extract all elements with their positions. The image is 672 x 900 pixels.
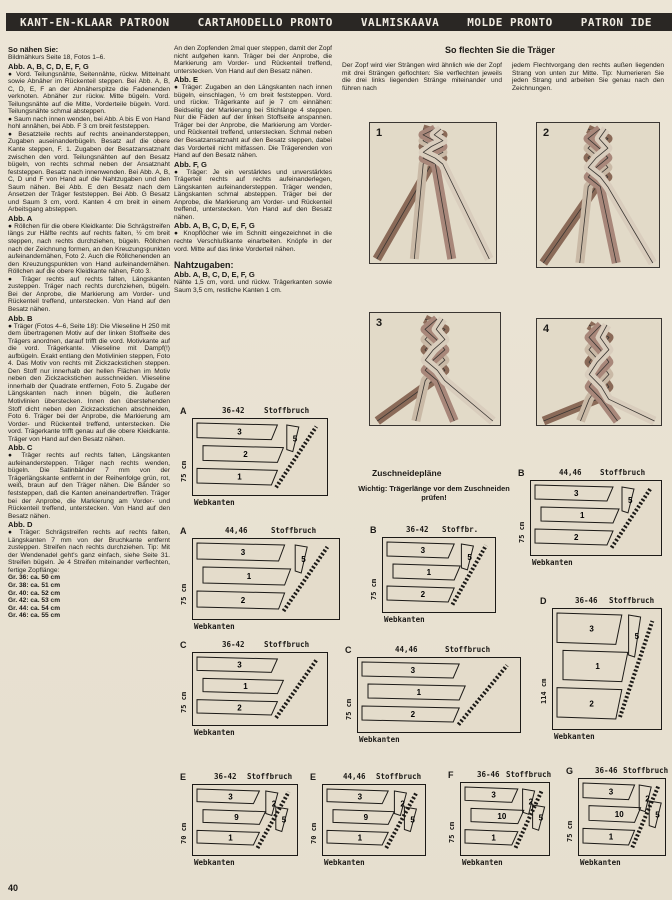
cutting-diagram-a-36-42 [180, 406, 330, 512]
piece-number: 5 [467, 552, 472, 562]
fabric-height-label: 75 cm [448, 821, 456, 843]
pattern-piece [461, 544, 473, 570]
pattern-piece [197, 789, 259, 804]
braid-illustration [537, 319, 661, 425]
step-number: 3 [376, 317, 383, 329]
diagram-letter: B [370, 525, 377, 535]
pattern-piece [404, 807, 416, 832]
pattern-pieces [193, 653, 327, 725]
pattern-piece [557, 688, 622, 719]
bias-strip [276, 660, 316, 718]
selvage-label: Webkanten [194, 728, 235, 737]
pattern-piece [387, 586, 454, 602]
piece-number: 3 [240, 548, 246, 557]
step-text: An den Zopfenden 2mal quer steppen, damit der Zopf nicht aufgehen kann. Träger bei der Anprobe, die Markierung am Vorder- und Rückenteil treffend, unterstecken. Von Hand auf den Besatz nähen. [174, 45, 332, 75]
pattern-piece [295, 545, 307, 573]
diagram-size: 44,46 [225, 526, 248, 535]
diagram-letter: C [180, 640, 187, 650]
pattern-piece [471, 808, 524, 823]
pattern-piece [203, 567, 291, 585]
pattern-piece [393, 564, 460, 580]
abb-heading: Abb. A [8, 213, 33, 223]
diagram-letter: A [180, 526, 187, 536]
piece-number: 1 [416, 688, 422, 697]
fold-label: Stoffbruch [271, 526, 317, 535]
pattern-piece [535, 485, 613, 501]
pattern-piece [362, 706, 459, 722]
pattern-piece [533, 805, 545, 830]
piece-number: 1 [608, 832, 614, 842]
instructions-column-1 [8, 45, 170, 865]
step-text: ● Knopflöcher wie im Schnitt eingezeichnet in die rechte Verschlußkante einarbeiten. Knöpfe in der vord. Mitte auf das linke Vorderteil nähen. [174, 230, 332, 253]
size-item: Gr. 36: ca. 50 cm [8, 574, 61, 582]
cutting-diagram-g-36-46 [566, 766, 668, 872]
step-text: ● Besatzteile rechts auf rechts aneinandersteppen, Zugaben auseinanderbügeln. Besatz auf die obere Kante steppen, F. 1. Zugaben der Besatzansatznaht zwischen den vord. Teilungsnähten auf den Besatz bügeln, von rechts schmal neben der Ansatznaht feststeppen. Besatz nach innenwenden. Bei Abb. A, B, C, D und F von Hand auf die Nahtzugaben und den Saum nähen. Bei Abb. E den Besatz nach dem Ansetzen der Träger feststeppen. Bei Abb. G Besatz und Saum 3 cm, vord. Kanten 4 cm breit in einem Arbeitsgang absteppen. [8, 130, 170, 214]
selvage-label: Webkanten [554, 732, 595, 741]
size-item: Gr. 44: ca. 54 cm [8, 604, 61, 612]
pattern-pieces [323, 785, 425, 855]
pattern-piece [327, 789, 388, 804]
pattern-piece [333, 810, 394, 825]
step-text: ● Träger: Zugaben an den Längskanten nach innen bügeln, einschlagen, ½ cm breit feststeppen. Vord. und rückw. Trägerkante auf je 7 cm einnähen: Beidseitig der Markierung bei Stichlänge 4 steppen. Nur die Fäden auf der linken Stoffseite anspannen. Träger bei der Anprobe, die Markierung am Vorder- und Rückenteil treffend, unterstecken. Schmal neben der Besatzansatznaht auf den Besatz steppen, dabei das Vorderteil nicht mitfassen. Die Trägerenden von Hand auf den Besatz nähen. [174, 84, 332, 160]
piece-number: 1 [595, 662, 600, 671]
piece-number: 2 [237, 703, 242, 713]
piece-number: 2 [243, 450, 248, 459]
step-text: ● Träger: Schrägstreifen rechts auf rechts falten, Längskanten 7 mm von der Bruchkante entfernt zusteppen. Streifen nach rechts durchziehen. Tip: Mit der Wendenadel geht's ganz einfach, siehe Seite 31. Streifen bügeln. Je 4 Streifen miteinander verflechten, fertige Zopflänge: [8, 529, 170, 574]
pattern-piece [629, 615, 641, 657]
piece-number: 5 [410, 815, 415, 825]
piece-number: 5 [292, 434, 298, 444]
cutting-diagram-c-36-42 [180, 640, 330, 742]
braid-illustration [370, 123, 496, 263]
braid-step-3 [369, 312, 501, 426]
cutting-diagram-c-44-46 [345, 645, 523, 749]
piece-number: 1 [243, 682, 248, 691]
braid-text-right: jedem Flechtvorgang den rechts außen liegenden Strang von unten zur Mitte. Tip: Numerieren Sie jeden Strang und arbeiten Sie genau nach den Zeichnungen. [512, 62, 664, 92]
fold-label: Stoffbruch [376, 772, 422, 781]
diagram-size: 36-46 [477, 770, 500, 779]
fabric-frame [460, 782, 550, 856]
piece-number: 1 [491, 833, 496, 843]
pattern-piece [197, 700, 277, 715]
piece-number: 2 [589, 699, 594, 709]
multilingual-banner [6, 13, 672, 31]
pattern-piece [203, 810, 265, 825]
fold-label: Stoffbruch [445, 645, 491, 654]
fold-label: Stoffbruch [600, 468, 646, 477]
piece-number: 1 [237, 472, 242, 482]
piece-number: 2 [528, 797, 534, 807]
fabric-frame [192, 652, 328, 726]
step-text: ● Röllchen für die obere Kleidkante: Die Schrägstreifen längs zur Hälfte rechts auf rechts falten, ½ cm breit steppen, nach rechts durchziehen, bügeln. Röllchen nach der Zeichnung formen, an den Kreuzungspunkten aufeinandernähen, Foto 2. Auch die Röllchenenden an den Kreuzungspunkten von Hand aufeinandernähen. Röllchen auf die obere Kleidkante nähen, Foto 3. [8, 222, 170, 276]
diagram-size: 36-42 [406, 525, 429, 534]
fabric-frame [322, 784, 426, 856]
piece-number: 3 [608, 787, 614, 797]
fold-label: Stoffbruch [609, 596, 655, 605]
piece-number: 3 [237, 660, 242, 670]
fabric-height-label: 70 cm [180, 822, 188, 844]
diagram-letter: E [310, 772, 317, 782]
pattern-piece [197, 543, 285, 561]
piece-number: 1 [357, 833, 363, 843]
piece-number: 1 [426, 568, 432, 577]
cutting-diagram-d-36-46 [540, 596, 664, 746]
pattern-pieces [193, 539, 339, 619]
cutting-diagram-e-36-42 [180, 772, 300, 872]
pattern-pieces [358, 658, 520, 732]
selvage-label: Webkanten [462, 858, 503, 867]
diagram-size: 44,46 [395, 645, 418, 654]
piece-number: 3 [357, 792, 363, 802]
piece-number: 2 [271, 799, 277, 809]
banner-item-italian: CARTAMODELLO PRONTO [197, 15, 333, 29]
pattern-piece [541, 507, 619, 523]
pattern-piece [649, 801, 661, 828]
size-item: Gr. 42: ca. 53 cm [8, 597, 61, 605]
pattern-pieces [383, 538, 495, 612]
cutting-plans-title: Zuschneidepläne [372, 468, 442, 478]
piece-number: 5 [634, 632, 640, 641]
piece-number: 3 [491, 790, 496, 800]
page-number: 40 [8, 883, 19, 893]
cutting-diagram-a-44-46 [180, 526, 342, 636]
piece-number: 3 [410, 666, 416, 675]
diagram-size: 36-42 [222, 640, 245, 649]
fabric-frame [530, 480, 662, 556]
pattern-pieces [193, 785, 297, 855]
diagram-size: 36-46 [595, 766, 618, 775]
pattern-piece [197, 468, 277, 485]
piece-number: 2 [410, 710, 416, 719]
piece-number: 2 [400, 799, 405, 809]
diagram-letter: C [345, 645, 352, 655]
diagram-letter: F [448, 770, 454, 780]
fabric-height-label: 75 cm [345, 698, 353, 720]
cutting-diagram-e-44-46 [310, 772, 428, 872]
selvage-label: Webkanten [580, 858, 621, 867]
piece-number: 9 [363, 813, 369, 822]
fabric-frame [552, 608, 662, 730]
pattern-piece [287, 425, 299, 452]
selvage-label: Webkanten [194, 498, 235, 507]
fabric-height-label: 114 cm [540, 678, 548, 704]
step-text: Nähte 1,5 cm, vord. und rückw. Trägerkanten sowie Saum 3,5 cm, restliche Kanten 1 cm. [174, 279, 332, 294]
pattern-piece [197, 591, 285, 609]
cutting-warning: Wichtig: Trägerlänge vor dem Zuschneiden prüfen! [358, 484, 510, 502]
banner-item-spanish: MOLDE PRONTO [467, 15, 553, 29]
piece-number: 2 [240, 596, 246, 605]
cutting-diagram-b-36-42 [370, 525, 498, 629]
fabric-height-label: 70 cm [310, 822, 318, 844]
pattern-piece [327, 830, 388, 845]
abb-heading: Abb. E [174, 75, 199, 85]
fold-label: Stoffbruch [264, 406, 310, 415]
pattern-piece [197, 830, 259, 845]
banner-item-french: PATRON IDE [580, 15, 652, 29]
step-text: ● Träger (Fotos 4–6, Seite 18): Die Vlieseline H 250 mit dem übertragenen Motiv auf der linken Stoffseite des Trägers anordnen, darauf trifft die vord. Motivkante auf die vord. Trägerkante. Vlieseline mit Dampf(!) aufbügeln. Exakt entlang den Motivlinien steppen, Foto 4. Das Motiv von rechts mit Zickzackstichen steppen. Den Stoff nur innerhalb der hellen Flächen im Motiv neben den Zickzackstichen ausschneiden. Vlieseline innerhalb der Quadrate entfernen, Foto 5. Zugabe der Längskanten nach innen bügeln, die äußeren Motivlinien überstecken. Innen den überstehenden Stoff dicht neben den Zickzackstichen abschneiden, Foto 6. Träger bei der Anprobe, die Markierung am Vorder- und Rückenteil treffend, unterstecken. Die vord. Trägerkante trifft genau auf die obere Kleidkante. Träger von Hand auf den Besatz nähen. [8, 322, 170, 443]
diagram-letter: E [180, 772, 187, 782]
fabric-height-label: 75 cm [566, 820, 574, 842]
braid-text-left: Der Zopf wird vier Strängen wird ähnlich wie der Zopf mit drei Strängen geflochten: Sie verflechten jeweils die drei links liegenden Stränge miteinander und führen nach [342, 62, 502, 92]
pattern-piece [465, 830, 518, 845]
pattern-piece [465, 787, 518, 802]
diagram-size: 44,46 [559, 468, 582, 477]
pattern-piece [203, 678, 283, 693]
piece-number: 9 [234, 813, 239, 822]
selvage-label: Webkanten [532, 558, 573, 567]
fold-label: Stoffbruch [247, 772, 293, 781]
pattern-piece [535, 529, 613, 545]
step-number: 2 [543, 127, 550, 139]
piece-number: 1 [228, 833, 233, 843]
diagram-size: 36-46 [575, 596, 598, 605]
selvage-label: Webkanten [384, 615, 425, 624]
size-item: Gr. 38: ca. 51 cm [8, 582, 61, 589]
cutting-diagram-f-36-46 [448, 770, 552, 872]
piece-number: 5 [281, 815, 287, 825]
diagram-size: 36-42 [222, 406, 245, 415]
step-number: 4 [543, 323, 550, 335]
piece-number: 1 [246, 572, 252, 581]
pattern-piece [589, 806, 641, 823]
pattern-piece [197, 657, 277, 672]
braid-illustration [370, 313, 500, 425]
pattern-pieces [193, 419, 327, 495]
fabric-height-label: 75 cm [180, 460, 188, 482]
pattern-piece [622, 487, 634, 513]
piece-number: 3 [589, 624, 594, 634]
braid-title: So flechten Sie die Träger [444, 45, 556, 55]
braid-step-1 [369, 122, 497, 264]
abb-heading: Abb. C [8, 443, 33, 453]
diagram-letter: G [566, 766, 574, 776]
abb-heading: Abb. A, B, C, D, E, F, G [174, 221, 255, 231]
selvage-label: Webkanten [324, 858, 365, 867]
braid-illustration [537, 123, 659, 267]
pattern-piece [368, 684, 465, 700]
selvage-label: Webkanten [194, 622, 235, 631]
pattern-piece [563, 650, 628, 681]
pattern-piece [203, 446, 283, 463]
pattern-piece [387, 542, 454, 558]
fabric-frame [192, 538, 340, 620]
diagram-size: 44,46 [343, 772, 366, 781]
pattern-pieces [531, 481, 661, 555]
fabric-frame [192, 784, 298, 856]
piece-number: 5 [628, 495, 633, 505]
fold-label: Stoffbruch [506, 770, 552, 779]
fabric-height-label: 75 cm [180, 691, 188, 713]
piece-number: 3 [228, 792, 233, 802]
pattern-piece [583, 783, 635, 800]
instructions-column-2 [174, 45, 332, 370]
section-title: So nähen Sie: [8, 45, 59, 54]
fabric-frame [578, 778, 666, 856]
step-text: ● Saum nach innen wenden, bei Abb. A bis E von Hand hohl annähen, bei Abb. F 3 cm breit feststeppen. [8, 115, 170, 131]
pattern-piece [557, 613, 622, 644]
size-item: Gr. 40: ca. 52 cm [8, 589, 61, 597]
diagram-size: 36-42 [214, 772, 237, 781]
intro-text: Bildmähkurs Seite 18, Fotos 1–6. [8, 54, 106, 61]
pattern-piece [276, 807, 288, 832]
piece-number: 3 [237, 427, 242, 437]
piece-number: 2 [645, 794, 650, 804]
step-text: ● Träger rechts auf rechts falten, Längskanten aufeinandersteppen. Träger nach rechts wenden, bügeln. Die Satinbänder 7 mm von der Trägerlängskante entfernt in der Reihenfolge grün, rot, weiß, braun auf den Träger nähen. Die Bänder so feststeppen, daß die Kanten aneinandertreffen. Träger bei der Anprobe, die Markierung am Vorder- und Rückenteil treffend, unterstecken. Von Hand auf den Besatz nähen. [8, 452, 170, 520]
fabric-height-label: 75 cm [180, 583, 188, 605]
fabric-height-label: 75 cm [370, 578, 378, 600]
piece-number: 5 [655, 810, 660, 820]
abb-heading: Abb. F, G [174, 159, 207, 169]
abb-heading: Abb. A, B, C, D, E, F, G [8, 61, 89, 71]
fabric-frame [357, 657, 521, 733]
piece-number: 5 [538, 813, 544, 823]
diagram-letter: A [180, 406, 187, 416]
pattern-pieces [553, 609, 661, 729]
nahtzugaben-heading: Nahtzugaben: [174, 260, 234, 271]
selvage-label: Webkanten [194, 858, 235, 867]
selvage-label: Webkanten [359, 735, 400, 744]
braid-strand [425, 319, 493, 421]
banner-item-dutch: KANT-EN-KLAAR PATROON [20, 15, 170, 29]
cutting-diagram-b-44-46 [518, 468, 664, 572]
piece-number: 2 [574, 533, 579, 542]
diagram-letter: B [518, 468, 525, 478]
piece-number: 1 [580, 511, 585, 520]
pattern-pieces [461, 783, 549, 855]
bias-strip [458, 665, 507, 724]
pattern-piece [583, 828, 635, 845]
step-text: ● Träger rechts auf rechts falten, Längskanten zusteppen. Träger nach rechts durchziehen, bügeln. Bei der Anprobe, die Markierung am Vorder- und Rückenteil treffend, unterstecken. Von Hand auf den Besatz nähen. [8, 275, 170, 313]
pattern-pieces [579, 779, 665, 855]
size-item: Gr. 46: ca. 55 cm [8, 612, 61, 620]
piece-number: 3 [574, 489, 579, 498]
piece-number: 10 [497, 812, 507, 821]
abb-heading: Abb. A, B, C, D, E, F, G [174, 270, 255, 280]
diagram-letter: D [540, 596, 547, 606]
fold-label: Stoffbruch [623, 766, 669, 775]
piece-number: 2 [420, 590, 426, 599]
fabric-frame [382, 537, 496, 613]
fabric-frame [192, 418, 328, 496]
pattern-piece [197, 423, 277, 440]
fabric-height-label: 75 cm [518, 521, 526, 543]
abb-heading: Abb. B [8, 313, 33, 323]
step-text: ● Vord. Teilungsnähte, Seitennähte, rückw. Mittelnaht sowie Abnäher im Rückenteil steppen. Bei Abb. A, B, C, D, E, F an der Abnäherspitze die Fadenenden verknoten. Abnäher zur rückw. Mitte bügeln. Vord. Teilungsnähte auf die Mitte, Vorderteile bügeln. Vord. Teilungsnähte schmal absteppen. [8, 70, 170, 116]
piece-number: 5 [301, 555, 306, 564]
braid-step-4 [536, 318, 662, 426]
piece-number: 3 [420, 546, 426, 555]
step-number: 1 [376, 127, 383, 139]
pattern-piece [362, 662, 459, 678]
fold-label: Stoffbruch [264, 640, 310, 649]
size-list [8, 574, 170, 619]
fold-label: Stoffbr. [442, 525, 479, 534]
banner-item-finnish: VALMISKAAVA [360, 15, 440, 29]
abb-heading: Abb. D [8, 520, 33, 530]
piece-number: 10 [614, 810, 624, 819]
step-text: ● Träger: Je ein verstärktes und unverstärktes Trägerteil rechts auf rechts aufeinanderlegen, Längskanten aufeinandersteppen. Träger wenden, Längskanten schmal absteppen. Träger bei der Anprobe, die Markierung am Vorder- und Rückenteil treffend, unterstecken. Von Hand auf den Besatz nähen. [174, 168, 332, 221]
braid-step-2 [536, 122, 660, 268]
